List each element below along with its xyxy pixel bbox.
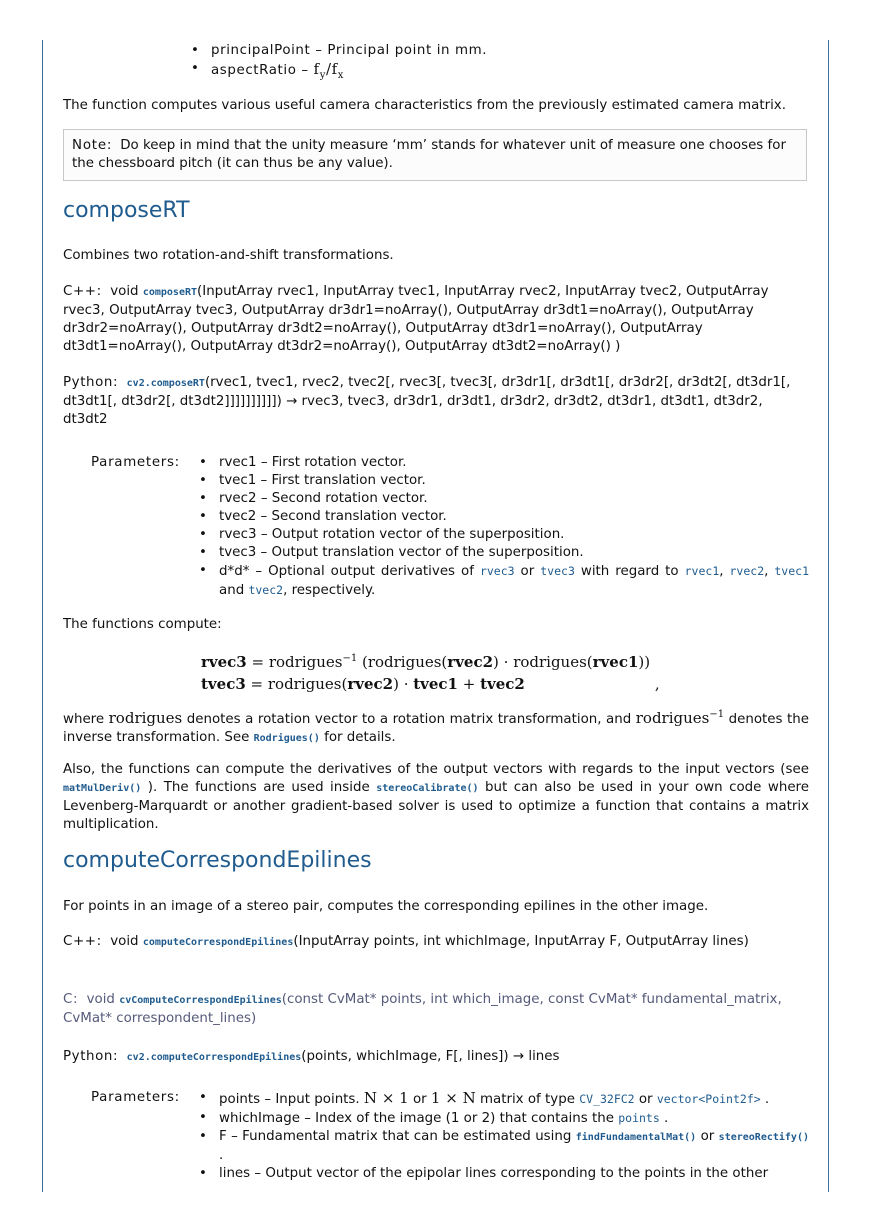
section-title-computecorrespondepilines: computeCorrespondEpilines <box>63 848 372 873</box>
function-name: cv2.composeRT <box>126 378 205 389</box>
code-ref: rvec1 <box>684 564 720 578</box>
list-item: • rvec1 – First rotation vector. <box>199 454 809 472</box>
note-label: Note: <box>72 138 113 153</box>
code-ref: tvec3 <box>540 564 575 578</box>
code-ref: vector<Point2f> <box>656 1092 761 1106</box>
rodrigues-explanation: where rodrigues denotes a rotation vector to a rotation matrix transformation, and rodrigues$^{-1}$ denotes the inverse transformation. See Rodrigues() for details. <box>63 709 809 745</box>
list-item: • whichImage – Index of the image (1 or 2) that contains the points . <box>199 1109 809 1128</box>
composert-equation <box>201 648 660 695</box>
matmulderiv-link[interactable]: matMulDeriv() <box>63 783 142 794</box>
list-item: • rvec2 – Second rotation vector. <box>199 490 809 508</box>
section-title-composert: composeRT <box>63 198 190 223</box>
parameters-label: Parameters: <box>91 1090 180 1105</box>
code-ref: tvec1 <box>774 564 809 578</box>
list-item: • F – Fundamental matrix that can be estimated using findFundamentalMat() or stereoRectify() . <box>199 1128 809 1165</box>
code-ref: tvec2 <box>248 583 284 597</box>
intro-bullet-list <box>191 42 487 85</box>
list-item: • d*d* – Optional output derivatives of rvec3 or tvec3 with regard to rvec1, rvec2, tvec1 and tvec2, respectively. <box>199 562 809 600</box>
stereorectify-link[interactable]: stereoRectify() <box>718 1132 809 1143</box>
list-item: • rvec3 – Output rotation vector of the superposition. <box>199 526 809 544</box>
cce-summary: For points in an image of a stereo pair, computes the corresponding epilines in the other image. <box>63 899 709 914</box>
function-name: composeRT <box>142 287 198 298</box>
composert-python-signature: Python: cv2.composeRT(rvec1, tvec1, rvec2, tvec2[, rvec3[, tvec3[, dr3dr1[, dr3dt1[, dr3dr2[, dr3dt2[, dt3dr1[, dt3dt1[, dt3dr2[, dt3dt2]]]]]]]]]]) → rvec3, tvec3, dr3dr1, dr3dt1, dr3dr2, dr3dt2, dt3dr1, dt3dt1, dt3dr2, dt3dt2 <box>63 375 791 427</box>
composert-summary: Combines two rotation-and-shift transformations. <box>63 248 394 263</box>
right-margin-rule <box>828 40 829 1192</box>
list-item: • tvec1 – First translation vector. <box>199 472 809 490</box>
left-margin-rule <box>42 40 43 1192</box>
cce-python-signature: Python: cv2.computeCorrespondEpilines(points, whichImage, F[, lines]) → lines <box>63 1049 560 1064</box>
cce-c-signature: C: void cvComputeCorrespondEpilines(const CvMat* points, int which_image, const CvMat* fundamental_matrix, CvMat* correspondent_lines) <box>63 992 782 1026</box>
parameters-label: Parameters: <box>91 455 180 470</box>
code-ref: points <box>618 1111 660 1125</box>
function-name: computeCorrespondEpilines <box>142 937 294 948</box>
note-box <box>63 129 807 181</box>
list-item: • aspectRatio – $f_y/f_x$ <box>191 60 487 85</box>
parameter-list <box>199 1089 809 1183</box>
code-ref: rvec3 <box>479 564 515 578</box>
equation-line-2: tvec3 = rodrigues(rvec2) · tvec1 + tvec2 , <box>201 675 660 693</box>
aspect-formula: $f_y/f_x$ <box>313 60 344 81</box>
list-item: • tvec3 – Output translation vector of the superposition. <box>199 544 809 562</box>
function-name: cv2.computeCorrespondEpilines <box>126 1052 302 1063</box>
stereocalibrate-link[interactable]: stereoCalibrate() <box>376 783 479 794</box>
compute-intro: The functions compute: <box>63 617 222 632</box>
list-item: • principalPoint – Principal point in mm. <box>191 42 487 60</box>
findfundamentalmat-link[interactable]: findFundamentalMat() <box>575 1132 697 1143</box>
rodrigues-link[interactable]: Rodrigues() <box>253 733 320 744</box>
code-ref: rvec2 <box>729 564 765 578</box>
note-text: Do keep in mind that the unity measure ‘mm’ stands for whatever unit of measure one chooses for the chessboard pitch (it can thus be any value). <box>72 138 786 171</box>
code-ref: CV_32FC2 <box>579 1092 635 1106</box>
derivatives-paragraph: Also, the functions can compute the derivatives of the output vectors with regards to the input vectors (see matMulDeriv() ). The functions are used inside stereoCalibrate() but can also be used in your own code where Levenberg-Marquardt or another gradient-based solver is used to optimize a function that contains a matrix multiplication. <box>63 762 810 832</box>
list-item: • tvec2 – Second translation vector. <box>199 508 809 526</box>
cce-cpp-signature: C++: void computeCorrespondEpilines(InputArray points, int whichImage, InputArray F, OutputArray lines) <box>63 934 749 949</box>
parameter-list <box>199 454 809 600</box>
list-item: • points – Input points. N × 1 or 1 × N matrix of type CV_32FC2 or vector<Point2f> . <box>199 1089 809 1109</box>
list-item: • lines – Output vector of the epipolar lines corresponding to the points in the other <box>199 1165 809 1183</box>
composert-cpp-signature: C++: void composeRT(InputArray rvec1, InputArray tvec1, InputArray rvec2, InputArray tvec2, OutputArray rvec3, OutputArray tvec3, OutputArray dr3dr1=noArray(), OutputArray dr3dt1=noArray(), OutputArray dr3dr2=noArray(), OutputArray dr3dt2=noArray(), OutputArray dt3dr1=noArray(), OutputArray dt3dt1=noArray(), OutputArray dt3dr2=noArray(), OutputArray dt3dt2=noArray() ) <box>63 284 769 354</box>
equation-line-1: rvec3 = rodrigues$^{-1}$ (rodrigues(rvec2) · rodrigues(rvec1)) <box>201 653 651 671</box>
intro-paragraph: The function computes various useful camera characteristics from the previously estimated camera matrix. <box>63 98 786 113</box>
function-name: cvComputeCorrespondEpilines <box>119 995 282 1006</box>
